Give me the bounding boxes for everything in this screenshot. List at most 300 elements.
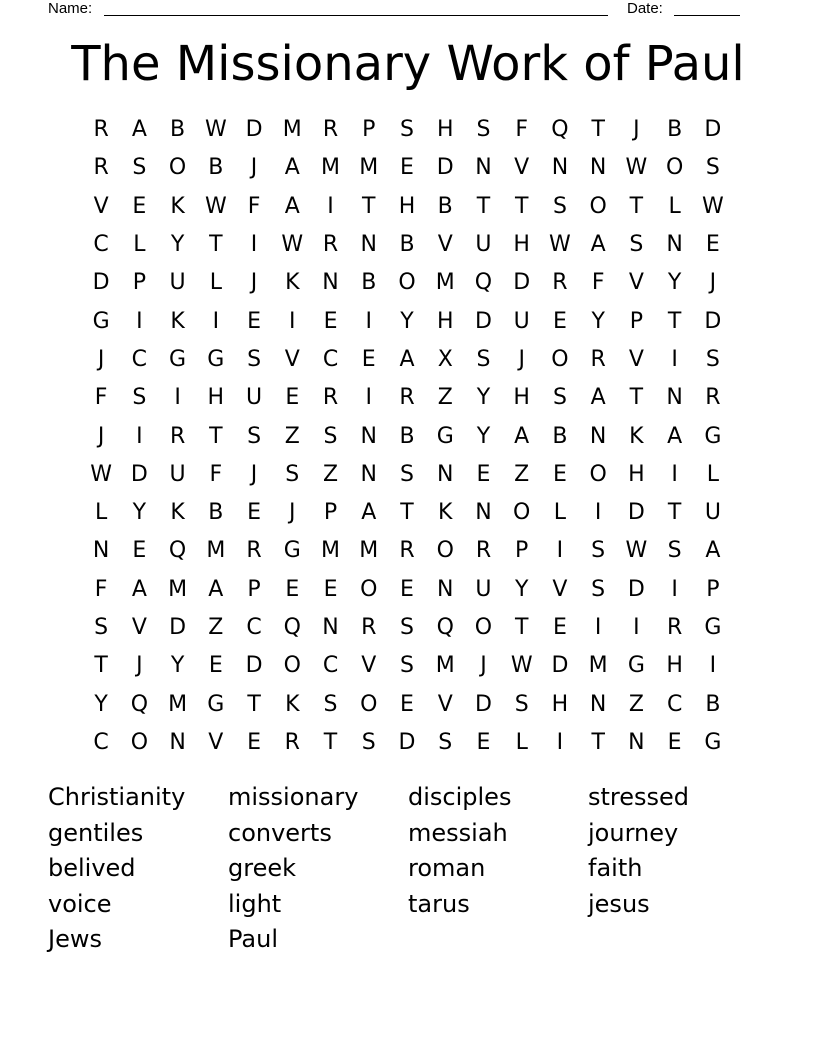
grid-letter[interactable]: G — [704, 423, 722, 449]
grid-letter[interactable]: K — [170, 500, 185, 526]
grid-letter[interactable]: G — [92, 308, 110, 334]
grid-letter[interactable]: E — [400, 691, 414, 717]
grid-letter[interactable]: U — [475, 576, 492, 602]
grid-letter[interactable]: C — [93, 729, 109, 755]
grid-letter[interactable]: S — [132, 155, 147, 181]
grid-letter[interactable]: T — [362, 193, 376, 219]
grid-letter[interactable]: Q — [436, 615, 454, 640]
grid-letter[interactable]: E — [323, 576, 338, 602]
grid-letter[interactable]: T — [514, 615, 529, 640]
grid-letter[interactable]: P — [629, 308, 644, 334]
grid-letter[interactable]: S — [476, 117, 491, 143]
grid-letter[interactable]: C — [246, 615, 262, 640]
grid-letter[interactable]: V — [628, 346, 644, 372]
grid-letter[interactable]: S — [705, 155, 720, 181]
grid-letter[interactable]: S — [323, 691, 338, 717]
grid-letter[interactable]: T — [514, 193, 529, 219]
grid-letter[interactable]: S — [514, 691, 529, 717]
grid-letter[interactable]: T — [323, 729, 338, 755]
grid-letter[interactable]: S — [400, 653, 414, 679]
grid-letter[interactable]: E — [476, 729, 491, 755]
grid-letter[interactable]: G — [436, 423, 454, 449]
grid-letter[interactable]: R — [590, 346, 606, 372]
grid-letter[interactable]: L — [668, 193, 681, 219]
date-blank-line[interactable] — [674, 15, 740, 16]
grid-letter[interactable]: E — [552, 615, 567, 640]
grid-letter[interactable]: N — [322, 270, 339, 296]
grid-letter[interactable]: R — [361, 615, 377, 640]
grid-letter[interactable]: E — [208, 653, 223, 679]
grid-letter[interactable]: T — [629, 193, 644, 219]
grid-letter[interactable]: O — [398, 270, 416, 296]
grid-letter[interactable]: M — [168, 576, 188, 602]
grid-letter[interactable]: A — [667, 423, 683, 449]
grid-letter[interactable]: G — [207, 346, 225, 372]
grid-letter[interactable]: H — [513, 232, 530, 258]
grid-letter[interactable]: G — [207, 691, 225, 717]
grid-letter[interactable]: A — [284, 155, 300, 181]
grid-letter[interactable]: S — [667, 538, 682, 564]
grid-letter[interactable]: V — [628, 270, 644, 296]
grid-letter[interactable]: Z — [284, 423, 300, 449]
grid-letter[interactable]: M — [282, 117, 302, 143]
grid-letter[interactable]: W — [90, 461, 112, 487]
grid-letter[interactable]: N — [475, 500, 492, 526]
grid-letter[interactable]: U — [704, 500, 721, 526]
grid-letter[interactable]: T — [667, 308, 682, 334]
grid-letter[interactable]: L — [553, 500, 567, 526]
grid-letter[interactable]: E — [476, 461, 491, 487]
grid-letter[interactable]: T — [209, 232, 223, 258]
grid-letter[interactable]: D — [130, 461, 148, 487]
grid-letter[interactable]: L — [515, 729, 528, 755]
grid-letter[interactable]: V — [552, 576, 568, 602]
grid-letter[interactable]: V — [361, 653, 377, 679]
grid-letter[interactable]: W — [281, 232, 304, 258]
grid-letter[interactable]: N — [475, 155, 492, 181]
grid-letter[interactable]: L — [94, 500, 108, 526]
grid-letter[interactable]: Q — [551, 117, 569, 143]
grid-letter[interactable]: N — [360, 461, 377, 487]
grid-letter[interactable]: P — [515, 538, 529, 564]
grid-letter[interactable]: H — [436, 308, 454, 334]
grid-letter[interactable]: Z — [514, 461, 530, 487]
grid-letter[interactable]: E — [285, 385, 300, 411]
name-blank-line[interactable] — [104, 15, 608, 16]
grid-letter[interactable]: P — [706, 576, 720, 602]
grid-letter[interactable]: Y — [170, 232, 185, 258]
grid-letter[interactable]: I — [212, 308, 220, 334]
grid-letter[interactable]: Z — [437, 385, 453, 411]
grid-letter[interactable]: T — [591, 729, 605, 755]
grid-letter[interactable]: V — [437, 232, 453, 258]
grid-letter[interactable]: S — [476, 346, 491, 372]
grid-letter[interactable]: Q — [283, 615, 301, 640]
grid-letter[interactable]: F — [515, 117, 529, 143]
grid-letter[interactable]: S — [705, 346, 720, 372]
grid-letter[interactable]: O — [665, 155, 684, 181]
grid-letter[interactable]: C — [666, 691, 683, 717]
grid-letter[interactable]: N — [436, 461, 454, 487]
grid-letter[interactable]: H — [207, 385, 225, 411]
grid-letter[interactable]: A — [131, 117, 147, 143]
grid-letter[interactable]: Z — [208, 615, 224, 640]
grid-letter[interactable]: I — [250, 232, 258, 258]
grid-letter[interactable]: Y — [400, 308, 414, 334]
grid-letter[interactable]: C — [131, 346, 148, 372]
grid-letter[interactable]: K — [629, 423, 644, 449]
grid-letter[interactable]: T — [209, 423, 223, 449]
grid-letter[interactable]: H — [398, 193, 416, 219]
grid-letter[interactable]: M — [321, 155, 341, 181]
grid-letter[interactable]: Q — [474, 270, 493, 296]
grid-letter[interactable]: W — [549, 232, 571, 258]
grid-letter[interactable]: O — [513, 500, 531, 526]
grid-letter[interactable]: D — [627, 500, 645, 526]
grid-letter[interactable]: G — [704, 615, 722, 640]
grid-letter[interactable]: F — [209, 461, 223, 487]
grid-letter[interactable]: J — [250, 461, 258, 487]
grid-letter[interactable]: I — [174, 385, 181, 411]
grid-letter[interactable]: D — [627, 576, 645, 602]
grid-letter[interactable]: V — [93, 193, 109, 219]
grid-letter[interactable]: F — [94, 576, 108, 602]
grid-letter[interactable]: V — [131, 615, 147, 640]
grid-letter[interactable]: N — [628, 729, 645, 755]
grid-letter[interactable]: B — [399, 423, 415, 449]
grid-letter[interactable]: D — [474, 308, 492, 334]
grid-letter[interactable]: I — [633, 615, 640, 640]
grid-letter[interactable]: N — [436, 576, 454, 602]
grid-letter[interactable]: J — [518, 346, 525, 372]
grid-letter[interactable]: H — [551, 691, 569, 717]
grid-letter[interactable]: R — [666, 615, 683, 640]
grid-letter[interactable]: Y — [591, 308, 605, 334]
grid-letter[interactable]: M — [588, 653, 608, 679]
grid-letter[interactable]: G — [169, 346, 187, 372]
grid-letter[interactable]: R — [322, 232, 339, 258]
grid-letter[interactable]: E — [705, 232, 720, 258]
grid-letter[interactable]: W — [625, 155, 648, 181]
grid-letter[interactable]: N — [92, 538, 110, 564]
grid-letter[interactable]: R — [322, 117, 339, 143]
word-list-item: Christianity — [48, 783, 186, 812]
grid-letter[interactable]: V — [437, 691, 453, 717]
grid-letter[interactable]: I — [327, 193, 334, 219]
grid-letter[interactable]: R — [322, 385, 339, 411]
grid-letter[interactable]: L — [209, 270, 222, 296]
grid-letter[interactable]: N — [322, 615, 339, 640]
grid-letter[interactable]: A — [284, 193, 300, 219]
grid-letter[interactable]: N — [666, 385, 683, 411]
grid-letter[interactable]: M — [359, 538, 379, 564]
grid-letter[interactable]: M — [206, 538, 226, 564]
grid-letter[interactable]: W — [625, 538, 648, 564]
grid-letter[interactable]: O — [168, 155, 187, 181]
grid-letter[interactable]: D — [436, 155, 454, 181]
grid-letter[interactable]: D — [245, 117, 263, 143]
grid-letter[interactable]: E — [132, 538, 147, 564]
grid-letter[interactable]: F — [591, 270, 605, 296]
grid-letter[interactable]: D — [513, 270, 531, 296]
grid-letter[interactable]: S — [400, 117, 414, 143]
grid-letter[interactable]: R — [475, 538, 492, 564]
word-list-item: stressed — [588, 783, 690, 812]
grid-letter[interactable]: S — [323, 423, 338, 449]
grid-letter[interactable]: Y — [476, 385, 491, 411]
grid-letter[interactable]: C — [93, 232, 109, 258]
grid-letter[interactable]: O — [360, 576, 378, 602]
grid-letter[interactable]: E — [247, 500, 261, 526]
grid-letter[interactable]: W — [204, 193, 227, 219]
grid-letter[interactable]: S — [400, 461, 414, 487]
grid-letter[interactable]: D — [398, 729, 416, 755]
grid-letter[interactable]: J — [709, 270, 717, 296]
grid-letter[interactable]: B — [399, 232, 415, 258]
grid-letter[interactable]: J — [250, 270, 258, 296]
grid-letter[interactable]: K — [170, 193, 185, 219]
grid-letter[interactable]: R — [705, 385, 721, 411]
grid-letter[interactable]: E — [552, 461, 567, 487]
grid-letter[interactable]: U — [246, 385, 263, 411]
grid-row — [82, 226, 732, 264]
grid-letter[interactable]: T — [629, 385, 644, 411]
grid-letter[interactable]: I — [594, 500, 602, 526]
grid-row — [82, 188, 732, 226]
grid-row — [82, 609, 732, 647]
grid-letter[interactable]: S — [629, 232, 644, 258]
word-list-item: messiah — [408, 818, 508, 847]
grid-letter[interactable]: W — [204, 117, 227, 143]
grid-letter[interactable]: E — [323, 308, 338, 334]
grid-letter[interactable]: C — [322, 653, 339, 679]
grid-letter[interactable]: S — [552, 193, 567, 219]
grid-letter[interactable]: A — [590, 385, 606, 411]
grid-letter[interactable]: J — [289, 500, 296, 526]
grid-letter[interactable]: V — [208, 729, 224, 755]
grid-letter[interactable]: N — [360, 423, 377, 449]
grid-letter[interactable]: J — [480, 653, 487, 679]
grid-letter[interactable]: T — [247, 691, 261, 717]
grid-letter[interactable]: A — [514, 423, 530, 449]
grid-letter[interactable]: O — [474, 615, 493, 640]
grid-letter[interactable]: K — [438, 500, 453, 526]
grid-letter[interactable]: B — [361, 270, 377, 296]
grid-letter[interactable]: K — [285, 691, 300, 717]
grid-letter[interactable]: E — [400, 155, 414, 181]
grid-letter[interactable]: G — [627, 653, 645, 679]
grid-letter[interactable]: S — [591, 538, 606, 564]
grid-letter[interactable]: H — [666, 653, 683, 679]
grid-letter[interactable]: H — [436, 117, 454, 143]
grid-letter[interactable]: A — [208, 576, 224, 602]
grid-letter[interactable]: R — [93, 155, 109, 181]
grid-letter[interactable]: P — [132, 270, 146, 296]
grid-letter[interactable]: B — [705, 691, 721, 717]
grid-letter[interactable]: F — [247, 193, 261, 219]
grid-letter[interactable]: R — [246, 538, 262, 564]
grid-letter[interactable]: M — [168, 691, 188, 717]
grid-letter[interactable]: K — [285, 270, 300, 296]
grid-letter[interactable]: I — [136, 423, 143, 449]
grid-letter[interactable]: A — [131, 576, 147, 602]
grid-letter[interactable]: U — [169, 270, 186, 296]
grid-letter[interactable]: T — [400, 500, 414, 526]
grid-letter[interactable]: E — [285, 576, 300, 602]
grid-letter[interactable]: I — [671, 576, 678, 602]
grid-letter[interactable]: C — [322, 346, 339, 372]
grid-letter[interactable]: S — [285, 461, 300, 487]
grid-letter[interactable]: D — [474, 691, 492, 717]
grid-letter[interactable]: Z — [322, 461, 339, 487]
grid-letter[interactable]: S — [591, 576, 606, 602]
grid-letter[interactable]: Y — [170, 653, 185, 679]
grid-letter[interactable]: J — [136, 653, 143, 679]
grid-letter[interactable]: B — [170, 117, 186, 143]
grid-letter[interactable]: S — [247, 346, 262, 372]
grid-letter[interactable]: A — [590, 232, 606, 258]
grid-letter[interactable]: J — [97, 346, 105, 372]
grid-letter[interactable]: B — [208, 155, 224, 181]
grid-letter[interactable]: T — [94, 653, 108, 679]
grid-letter[interactable]: M — [321, 538, 341, 564]
grid-letter[interactable]: V — [514, 155, 530, 181]
grid-letter[interactable]: U — [513, 308, 530, 334]
grid-letter[interactable]: S — [247, 423, 262, 449]
grid-letter[interactable]: D — [551, 653, 569, 679]
grid-letter[interactable]: M — [359, 155, 379, 181]
grid-letter[interactable]: N — [589, 423, 607, 449]
grid-letter[interactable]: N — [666, 232, 683, 258]
grid-letter[interactable]: H — [628, 461, 645, 487]
grid-letter[interactable]: B — [667, 117, 683, 143]
grid-letter[interactable]: K — [170, 308, 185, 334]
grid-letter[interactable]: E — [247, 729, 261, 755]
grid-letter[interactable]: N — [551, 155, 569, 181]
grid-letter[interactable]: I — [594, 615, 602, 640]
grid-letter[interactable]: B — [552, 423, 568, 449]
grid-letter[interactable]: S — [438, 729, 453, 755]
grid-letter[interactable]: S — [94, 615, 109, 640]
grid-letter[interactable]: J — [633, 117, 640, 143]
grid-letter[interactable]: D — [169, 615, 187, 640]
grid-letter[interactable]: J — [250, 155, 258, 181]
grid-letter[interactable]: O — [551, 346, 569, 372]
grid-letter[interactable]: N — [589, 155, 607, 181]
grid-letter[interactable]: E — [132, 193, 147, 219]
grid-letter[interactable]: D — [245, 653, 263, 679]
grid-letter[interactable]: P — [323, 500, 338, 526]
grid-letter[interactable]: N — [360, 232, 377, 258]
grid-letter[interactable]: E — [361, 346, 376, 372]
grid-letter[interactable]: G — [283, 538, 301, 564]
grid-letter[interactable]: D — [704, 117, 722, 143]
grid-letter[interactable]: O — [283, 653, 301, 679]
grid-letter[interactable]: F — [94, 385, 108, 411]
grid-letter[interactable]: A — [361, 500, 377, 526]
grid-letter[interactable]: L — [706, 461, 719, 487]
grid-letter[interactable]: O — [360, 691, 378, 717]
grid-letter[interactable]: E — [247, 308, 261, 334]
grid-letter[interactable]: R — [399, 538, 415, 564]
grid-letter[interactable]: Q — [168, 538, 187, 564]
grid-letter[interactable]: Y — [132, 500, 147, 526]
grid-letter[interactable]: Y — [514, 576, 529, 602]
grid-letter[interactable]: B — [437, 193, 453, 219]
grid-letter[interactable]: D — [704, 308, 722, 334]
grid-letter[interactable]: O — [130, 729, 149, 755]
grid-letter[interactable]: R — [169, 423, 186, 449]
grid-letter[interactable]: R — [552, 270, 568, 296]
grid-row — [82, 111, 732, 149]
grid-letter[interactable]: A — [399, 346, 415, 372]
grid-letter[interactable]: R — [93, 117, 109, 143]
grid-letter[interactable]: S — [400, 615, 414, 640]
grid-letter[interactable]: Z — [628, 691, 644, 717]
grid-letter[interactable]: I — [289, 308, 296, 334]
grid-letter[interactable]: R — [284, 729, 300, 755]
grid-letter[interactable]: U — [475, 232, 492, 258]
grid-letter[interactable]: I — [136, 308, 143, 334]
word-list-item: belived — [48, 854, 136, 883]
grid-letter[interactable]: G — [704, 729, 722, 755]
grid-letter[interactable]: Q — [130, 691, 149, 717]
grid-letter[interactable]: M — [435, 270, 455, 296]
grid-letter[interactable]: T — [591, 117, 605, 143]
grid-letter[interactable]: O — [589, 461, 607, 487]
grid-letter[interactable]: E — [400, 576, 414, 602]
grid-letter[interactable]: I — [365, 308, 372, 334]
grid-letter[interactable]: O — [436, 538, 454, 564]
grid-letter[interactable]: B — [208, 500, 224, 526]
grid-letter[interactable]: U — [169, 461, 186, 487]
grid-letter[interactable]: X — [437, 346, 453, 372]
grid-letter[interactable]: I — [365, 385, 372, 411]
grid-letter[interactable]: N — [589, 691, 607, 717]
grid-letter[interactable]: W — [510, 653, 533, 679]
grid-letter[interactable]: Y — [667, 270, 682, 296]
grid-letter[interactable]: E — [667, 729, 682, 755]
grid-letter[interactable]: I — [671, 461, 678, 487]
grid-letter[interactable]: E — [552, 308, 567, 334]
grid-letter[interactable]: I — [709, 653, 717, 679]
grid-letter[interactable]: W — [701, 193, 724, 219]
grid-letter[interactable]: N — [169, 729, 186, 755]
grid-letter[interactable]: H — [513, 385, 530, 411]
grid-letter[interactable]: T — [476, 193, 491, 219]
grid-row — [82, 417, 732, 455]
grid-letter[interactable]: O — [589, 193, 607, 219]
grid-letter[interactable]: R — [399, 385, 415, 411]
grid-letter[interactable]: I — [671, 346, 678, 372]
grid-letter[interactable]: A — [705, 538, 721, 564]
grid-letter[interactable]: P — [247, 576, 261, 602]
grid-letter[interactable]: M — [435, 653, 455, 679]
grid-letter[interactable]: D — [92, 270, 110, 296]
grid-letter[interactable]: S — [361, 729, 376, 755]
grid-letter[interactable]: V — [284, 346, 300, 372]
grid-letter[interactable]: I — [556, 538, 564, 564]
grid-letter[interactable]: S — [132, 385, 147, 411]
grid-letter[interactable]: T — [667, 500, 682, 526]
grid-letter[interactable]: L — [133, 232, 146, 258]
grid-letter[interactable]: P — [362, 117, 376, 143]
grid-letter[interactable]: Y — [476, 423, 491, 449]
grid-letter[interactable]: S — [552, 385, 567, 411]
grid-letter[interactable]: I — [556, 729, 564, 755]
grid-letter[interactable]: J — [97, 423, 105, 449]
grid-letter[interactable]: Y — [94, 691, 108, 717]
